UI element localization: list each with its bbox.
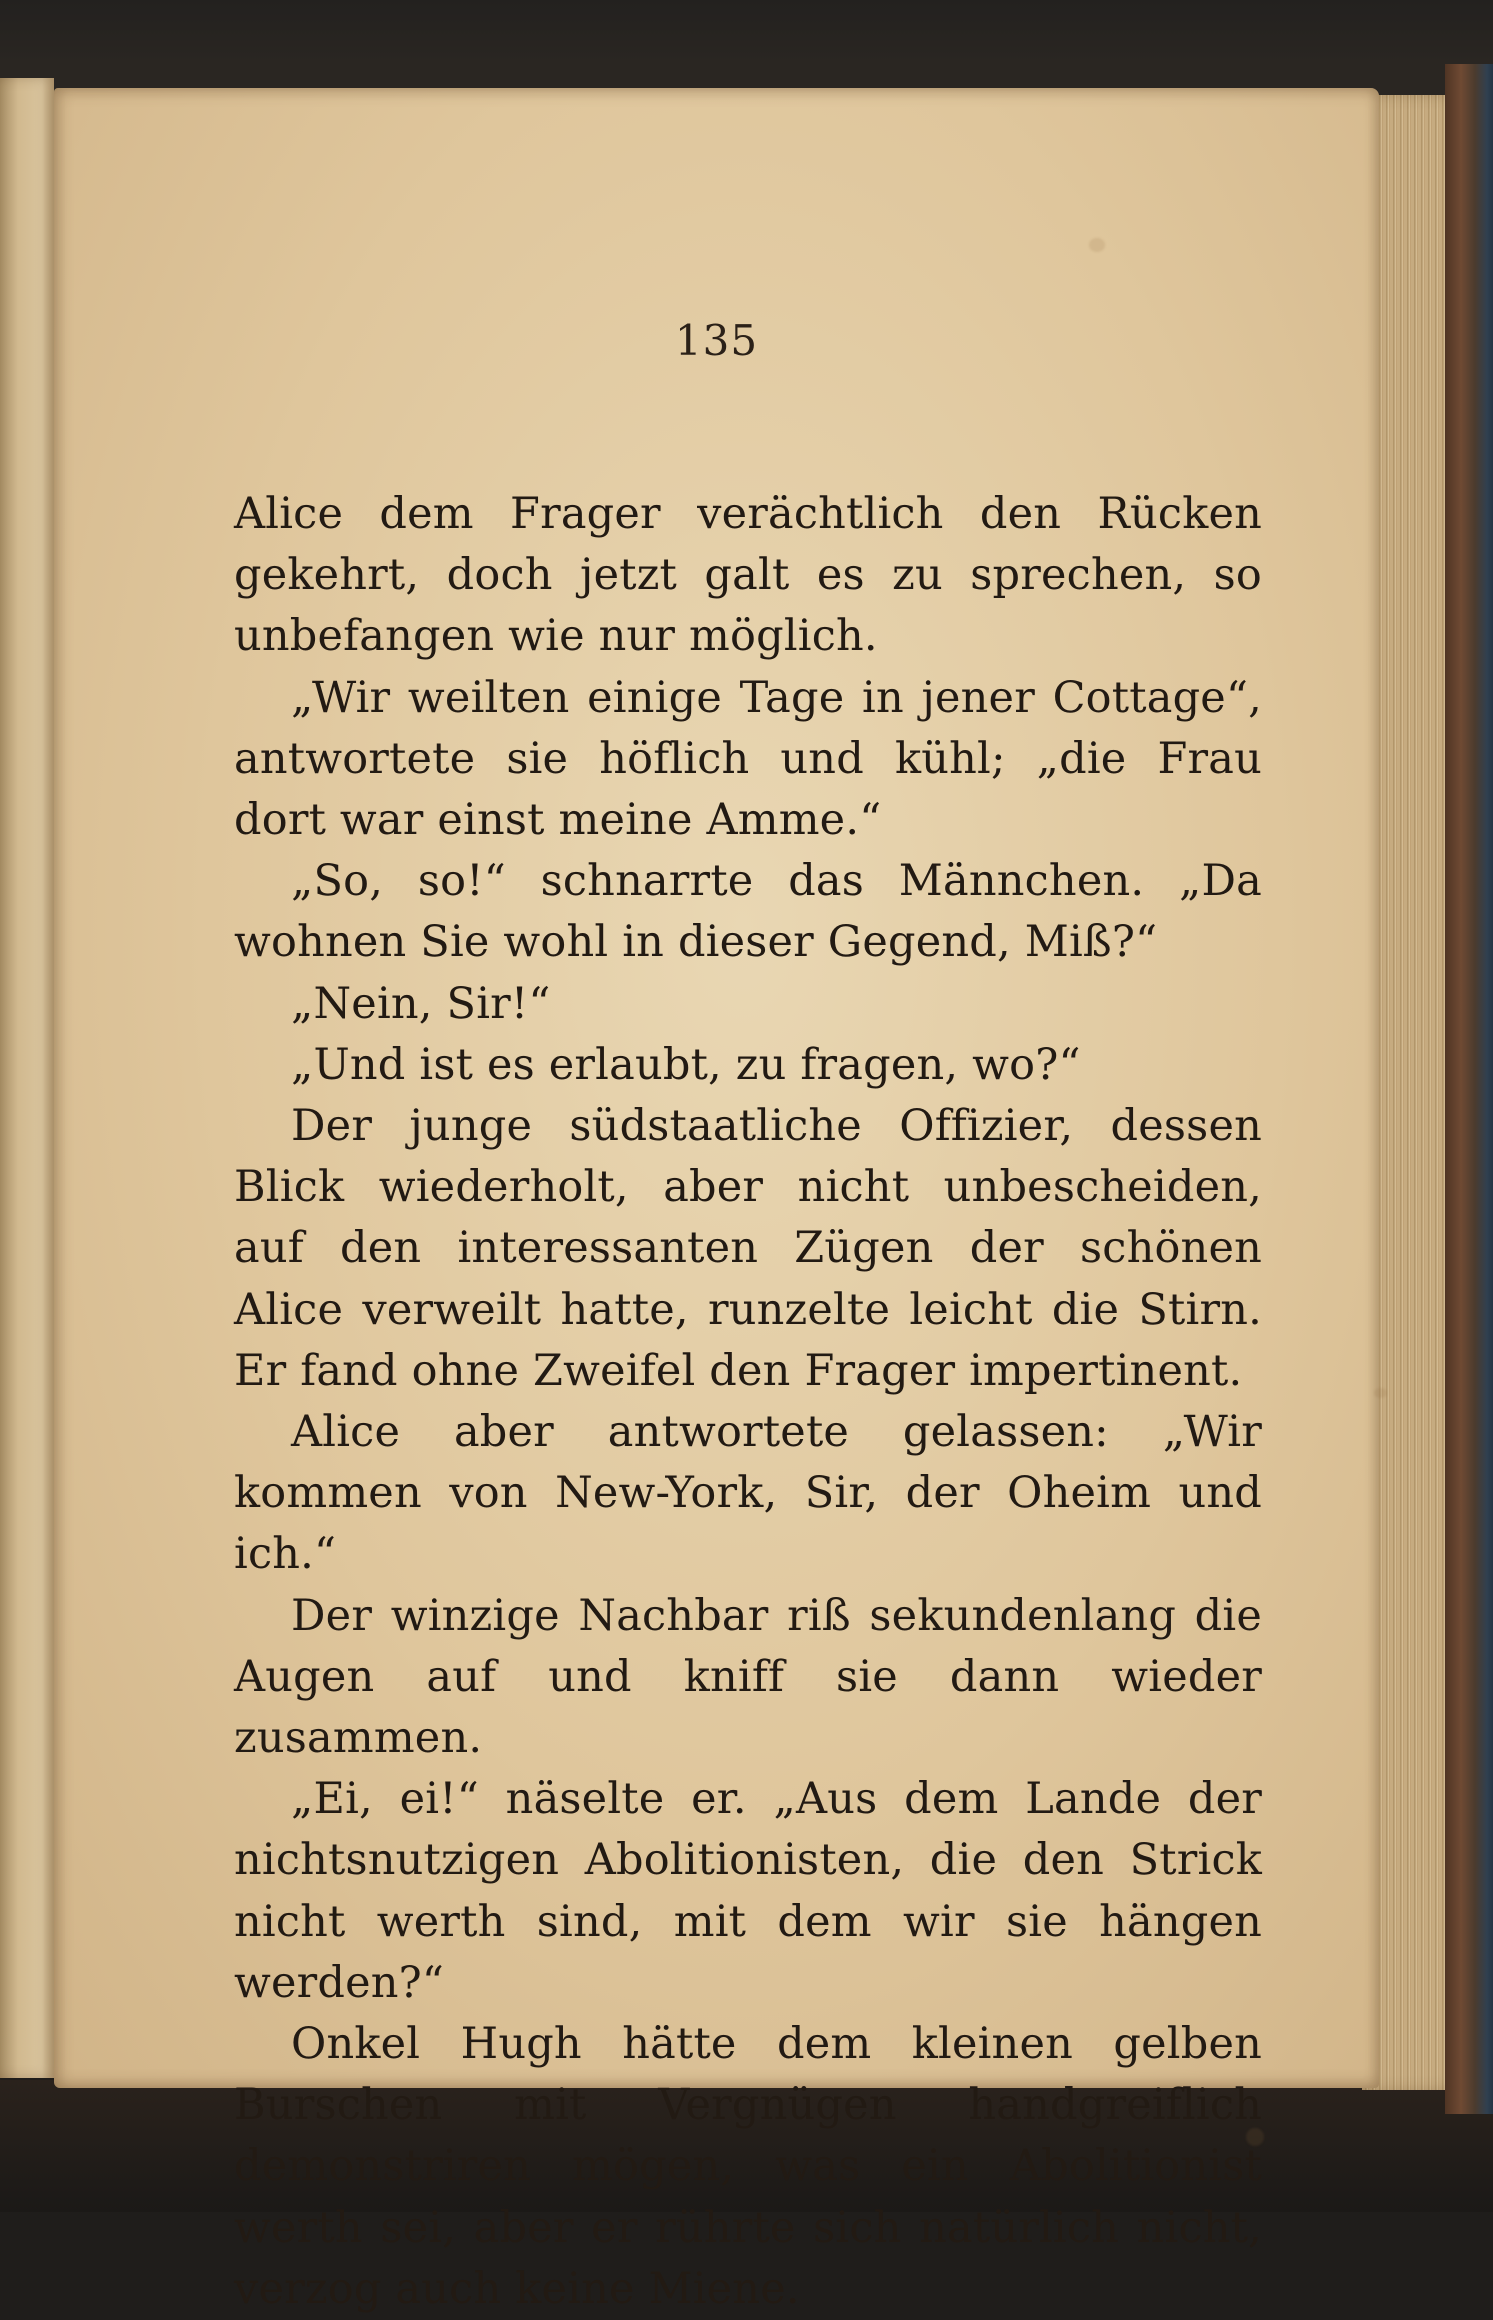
page-text (234, 484, 1262, 2320)
paragraph: „Wir weilten einige Tage in jener Cottage“, antwortete sie höflich und kühl; „die Frau dort war einst meine Amme.“ (234, 672, 1262, 846)
page-number: 135 (674, 316, 759, 365)
paragraph: „So, so!“ schnarrte das Männchen. „Da wohnen Sie wohl in dieser Gegend, Miß?“ (234, 856, 1262, 968)
paragraph: Alice dem Frager verächtlich den Rücken gekehrt, doch jetzt galt es zu sprechen, so unbefangen wie nur möglich. (234, 489, 1262, 662)
paragraph: Alice aber antwortete gelassen: „Wir kommen von New-York, Sir, der Oheim und ich.“ (234, 1407, 1262, 1580)
book-spine (1445, 64, 1493, 2114)
paragraph: „Ei, ei!“ näselte er. „Aus dem Lande der nichtsnutzigen Abolitionisten, die den Strick nicht werth sind, mit dem wir sie hängen werden?“ (234, 1774, 1262, 2008)
paragraph: Der junge südstaatliche Offizier, dessen Blick wiederholt, aber nicht unbescheiden, auf den interessanten Zügen der schönen Alice verweilt hatte, runzelte leicht die Stirn. Er fand ohne Zweifel den Frager impertinent. (234, 1101, 1262, 1396)
book-page (54, 88, 1379, 2314)
paper-stain (1089, 238, 1105, 252)
left-page-edge (0, 78, 54, 2078)
paragraph: Onkel Hugh hätte dem kleinen gelben Burschen mit Vergnügen handgreiflich demonstriren mögen, was ein Abolitionist werth sei, aber er rührte sich natürlich nicht, verzog auch keine Miene. (234, 2019, 1262, 2314)
paragraph: „Nein, Sir!“ (291, 978, 551, 1029)
paragraph: Der winzige Nachbar riß sekundenlang die Augen auf und kniff sie dann wieder zusammen. (234, 1590, 1262, 1764)
paragraph: „Und ist es erlaubt, zu fragen, wo?“ (291, 1039, 1081, 1090)
paper-stain (1374, 1388, 1387, 1398)
